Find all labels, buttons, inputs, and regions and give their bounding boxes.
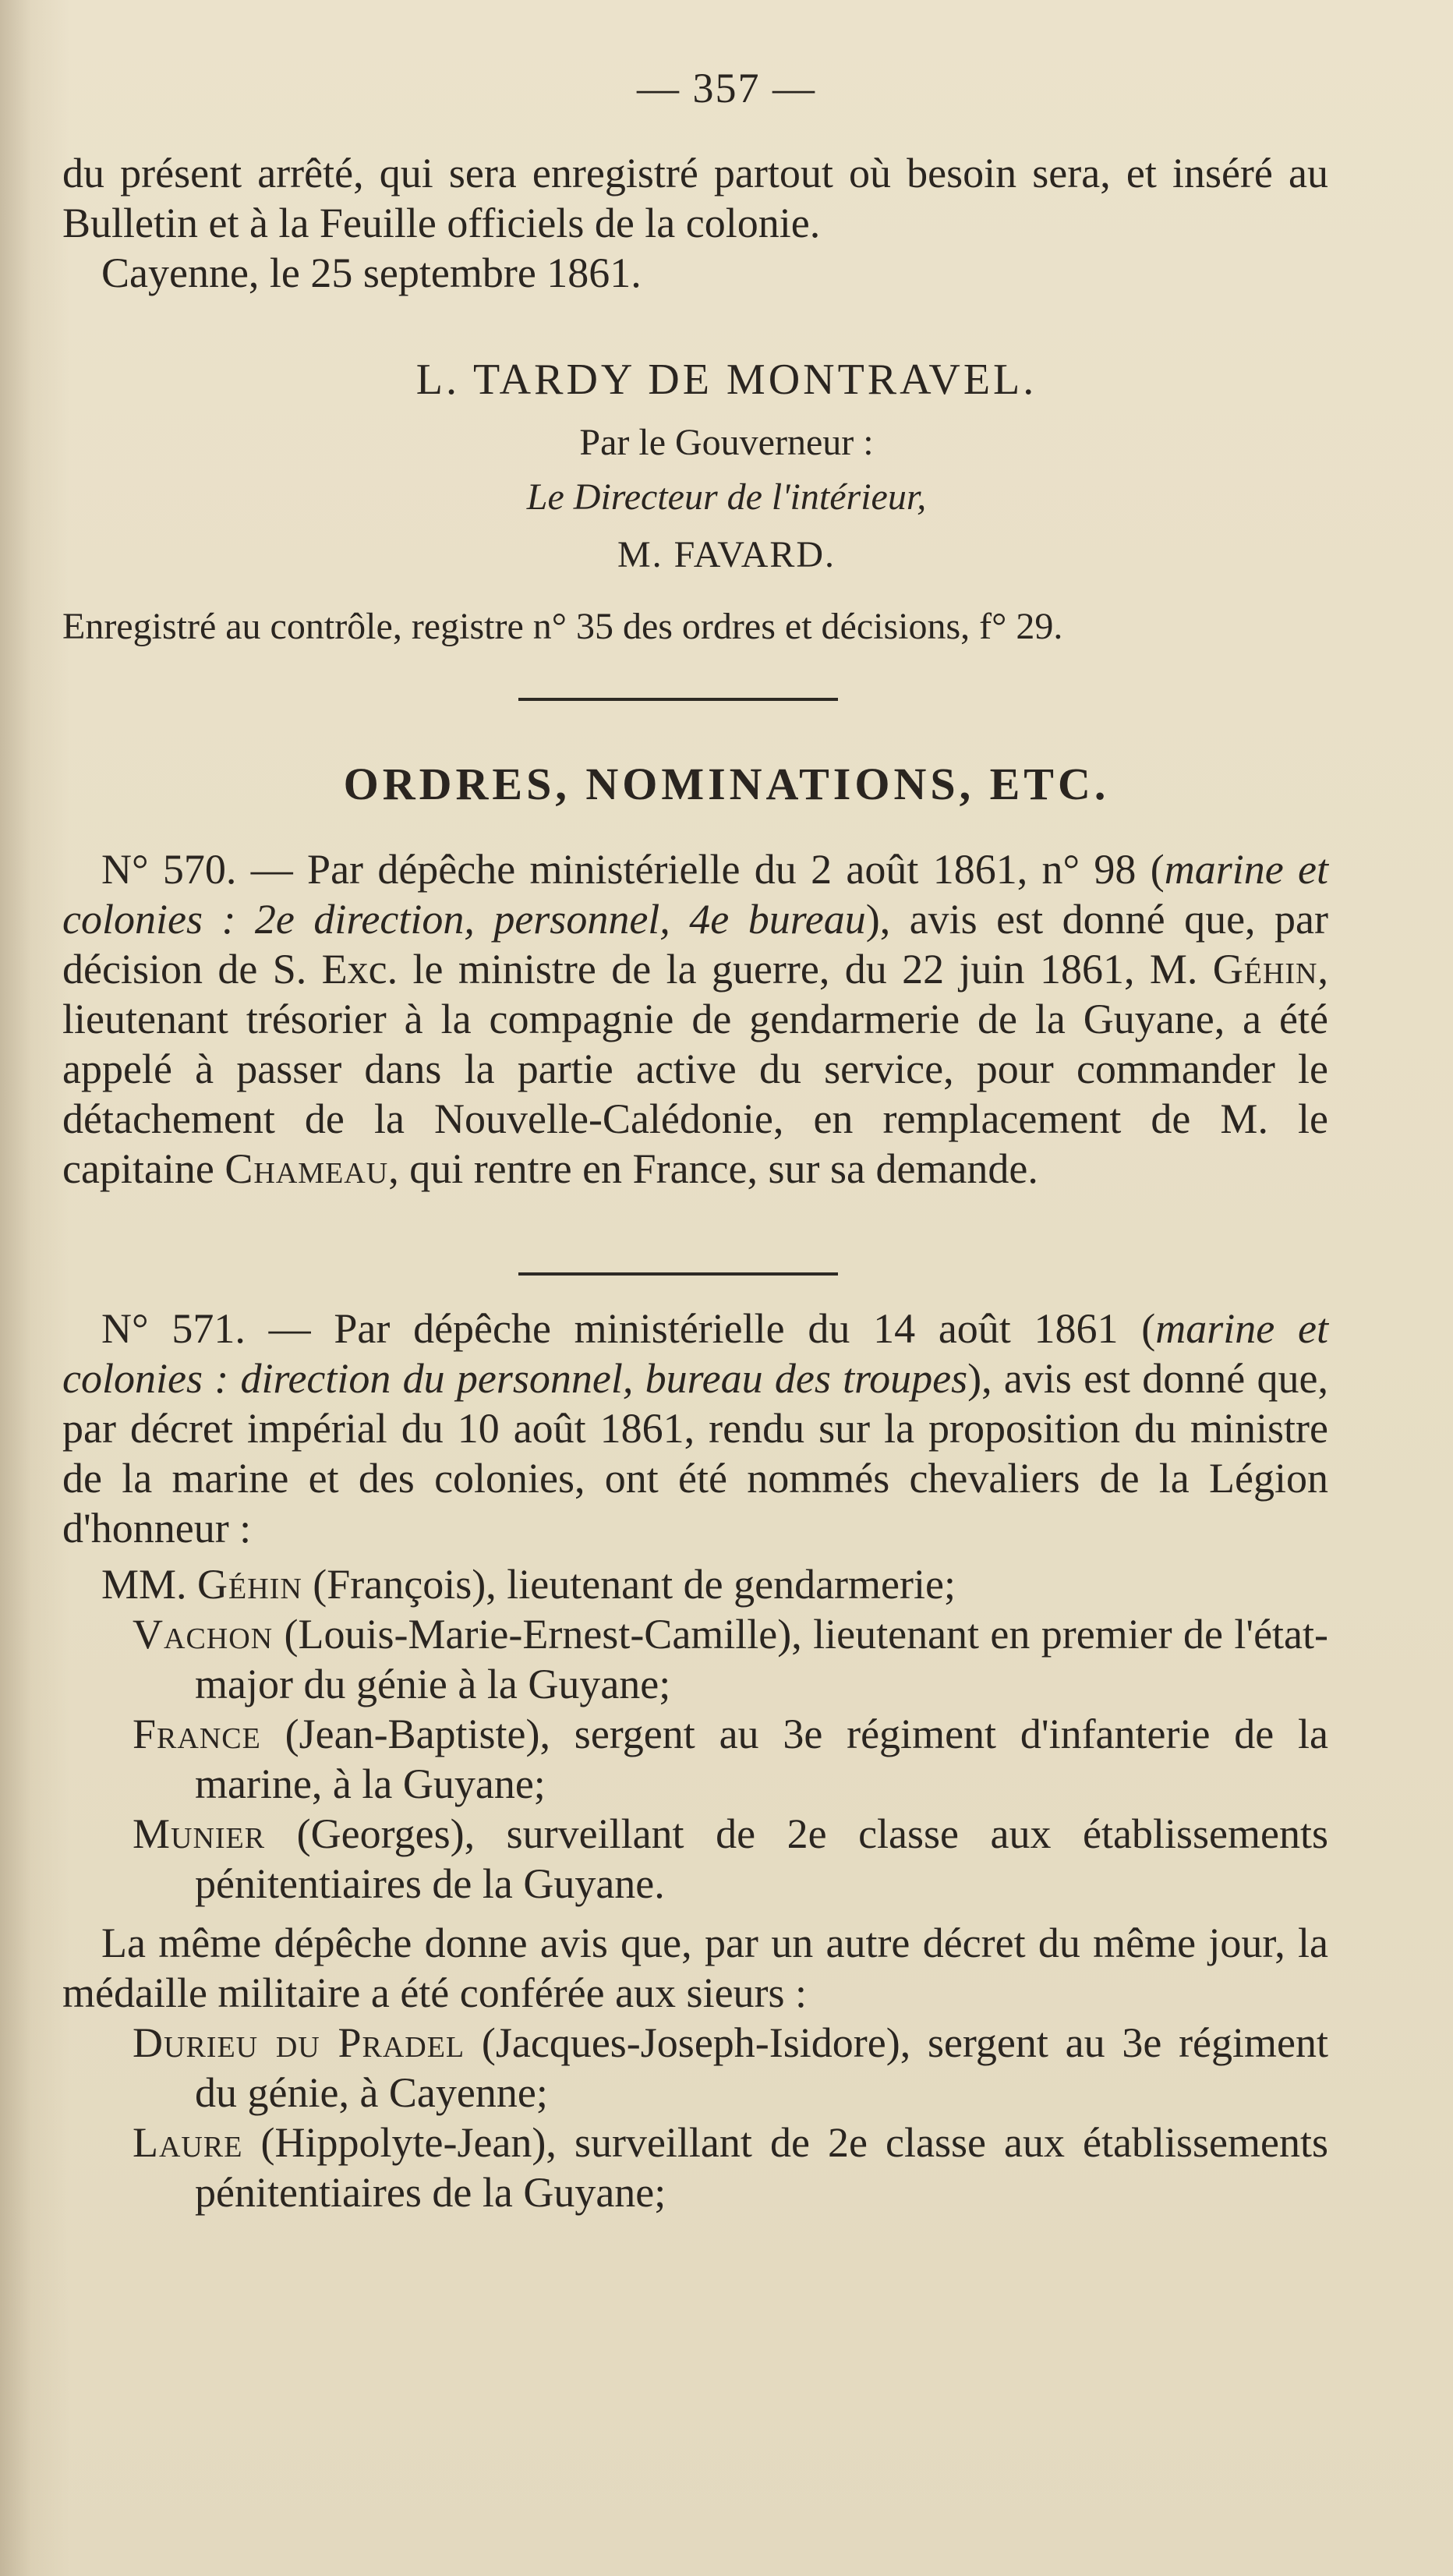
order-571-italic: marine et colonies : direction du personnel, bureau des troupes: [62, 1305, 1328, 1402]
list-item: [62, 1609, 1328, 1709]
nominee-name: Munier: [133, 1810, 266, 1857]
order-570-rest2: , lieutenant trésorier à la compagnie de gendarmerie de la Guyane, a été appelé à passer dans la partie active du service, pour commander le détachement de la Nouvelle-Calédonie, en remplacement de M. le capitaine: [62, 946, 1328, 1192]
registration-note: [62, 602, 1328, 652]
nominee-detail: (Louis-Marie-Ernest-Camille), lieutenant en premier de l'état-major du génie à la Guyane;: [195, 1611, 1328, 1707]
order-570-lead: N° 570. — Par dépêche ministérielle du 2 août 1861, n° 98 (: [101, 846, 1165, 893]
order-570-rest1: ), avis est donné que, par décision de S. Exc. le ministre de la guerre, du 22 juin 1861, M.: [62, 896, 1329, 993]
order-570-italic: marine et colonies : 2e direction, personnel, 4e bureau: [62, 846, 1329, 943]
divider: [518, 698, 838, 701]
date-line: Cayenne, le 25 septembre 1861.: [101, 249, 642, 296]
intro-paragraph: [62, 148, 1328, 298]
signatory-director: Le Directeur de l'intérieur,: [526, 476, 927, 518]
list-item: [62, 2118, 1328, 2217]
signatory-par: Par le Gouverneur :: [579, 422, 874, 463]
nominee-name: Géhin: [197, 1561, 302, 1608]
nominee-name: France: [133, 1711, 261, 1757]
list-item: [62, 1559, 1328, 1609]
order-570-text: [62, 844, 1328, 1194]
list-item: [62, 2018, 1328, 2118]
order-570-rest3: , qui rentre en France, sur sa demande.: [388, 1145, 1038, 1192]
nominee-name: Vachon: [133, 1611, 274, 1658]
order-571-text: [62, 1304, 1328, 1553]
signatory-name: L. TARDY DE MONTRAVEL.: [415, 356, 1038, 404]
intro-text: du présent arrêté, qui sera enregistré partout où besoin sera, et inséré au Bulletin et à la Feuille officiels de la colonie.: [62, 150, 1328, 246]
registration-text: Enregistré au contrôle, registre n° 35 des ordres et décisions, f° 29.: [62, 606, 1063, 647]
section-title: ORDRES, NOMINATIONS, ETC.: [343, 759, 1110, 809]
order-571-rest: ), avis est donné que, par décret impérial du 10 août 1861, rendu sur la proposition du ministre de la marine et des colonies, ont été nommés chevaliers de la Légion d'honneur :: [62, 1355, 1328, 1552]
medal-list: [62, 2018, 1328, 2217]
nominee-detail: (François), lieutenant de gendarmerie;: [302, 1561, 956, 1608]
medal-intro: La même dépêche donne avis que, par un autre décret du même jour, la médaille militaire a été conférée aux sieurs :: [62, 1920, 1328, 2016]
order-571-lead: N° 571. — Par dépêche ministérielle du 14 août 1861 (: [101, 1305, 1156, 1352]
nominee-prefix: MM.: [101, 1561, 198, 1608]
list-item: [62, 1809, 1328, 1909]
recipient-detail: (Jacques-Joseph-Isidore), sergent au 3e régiment du génie, à Cayenne;: [195, 2019, 1328, 2116]
recipient-name: Durieu du Pradel: [133, 2019, 465, 2066]
order-571: [62, 1304, 1328, 1553]
page-number: — 357 —: [637, 65, 816, 111]
countersignatory: M. FAVARD.: [617, 534, 836, 575]
order-570: [62, 844, 1328, 1194]
divider: [518, 1272, 838, 1276]
nominee-list: [62, 1559, 1328, 1909]
list-item: [62, 1709, 1328, 1809]
nominee-detail: (Jean-Baptiste), sergent au 3e régiment d'infanterie de la marine, à la Guyane;: [195, 1711, 1328, 1807]
nominee-detail: (Georges), surveillant de 2e classe aux établissements pénitentiaires de la Guyane.: [195, 1810, 1328, 1907]
recipient-name: Laure: [133, 2119, 243, 2166]
medal-paragraph: [62, 1918, 1328, 2018]
order-570-name2: Chameau: [224, 1145, 389, 1192]
order-570-name1: Géhin: [1212, 946, 1318, 993]
recipient-detail: (Hippolyte-Jean), surveillant de 2e classe aux établissements pénitentiaires de la Guyane;: [195, 2119, 1328, 2216]
